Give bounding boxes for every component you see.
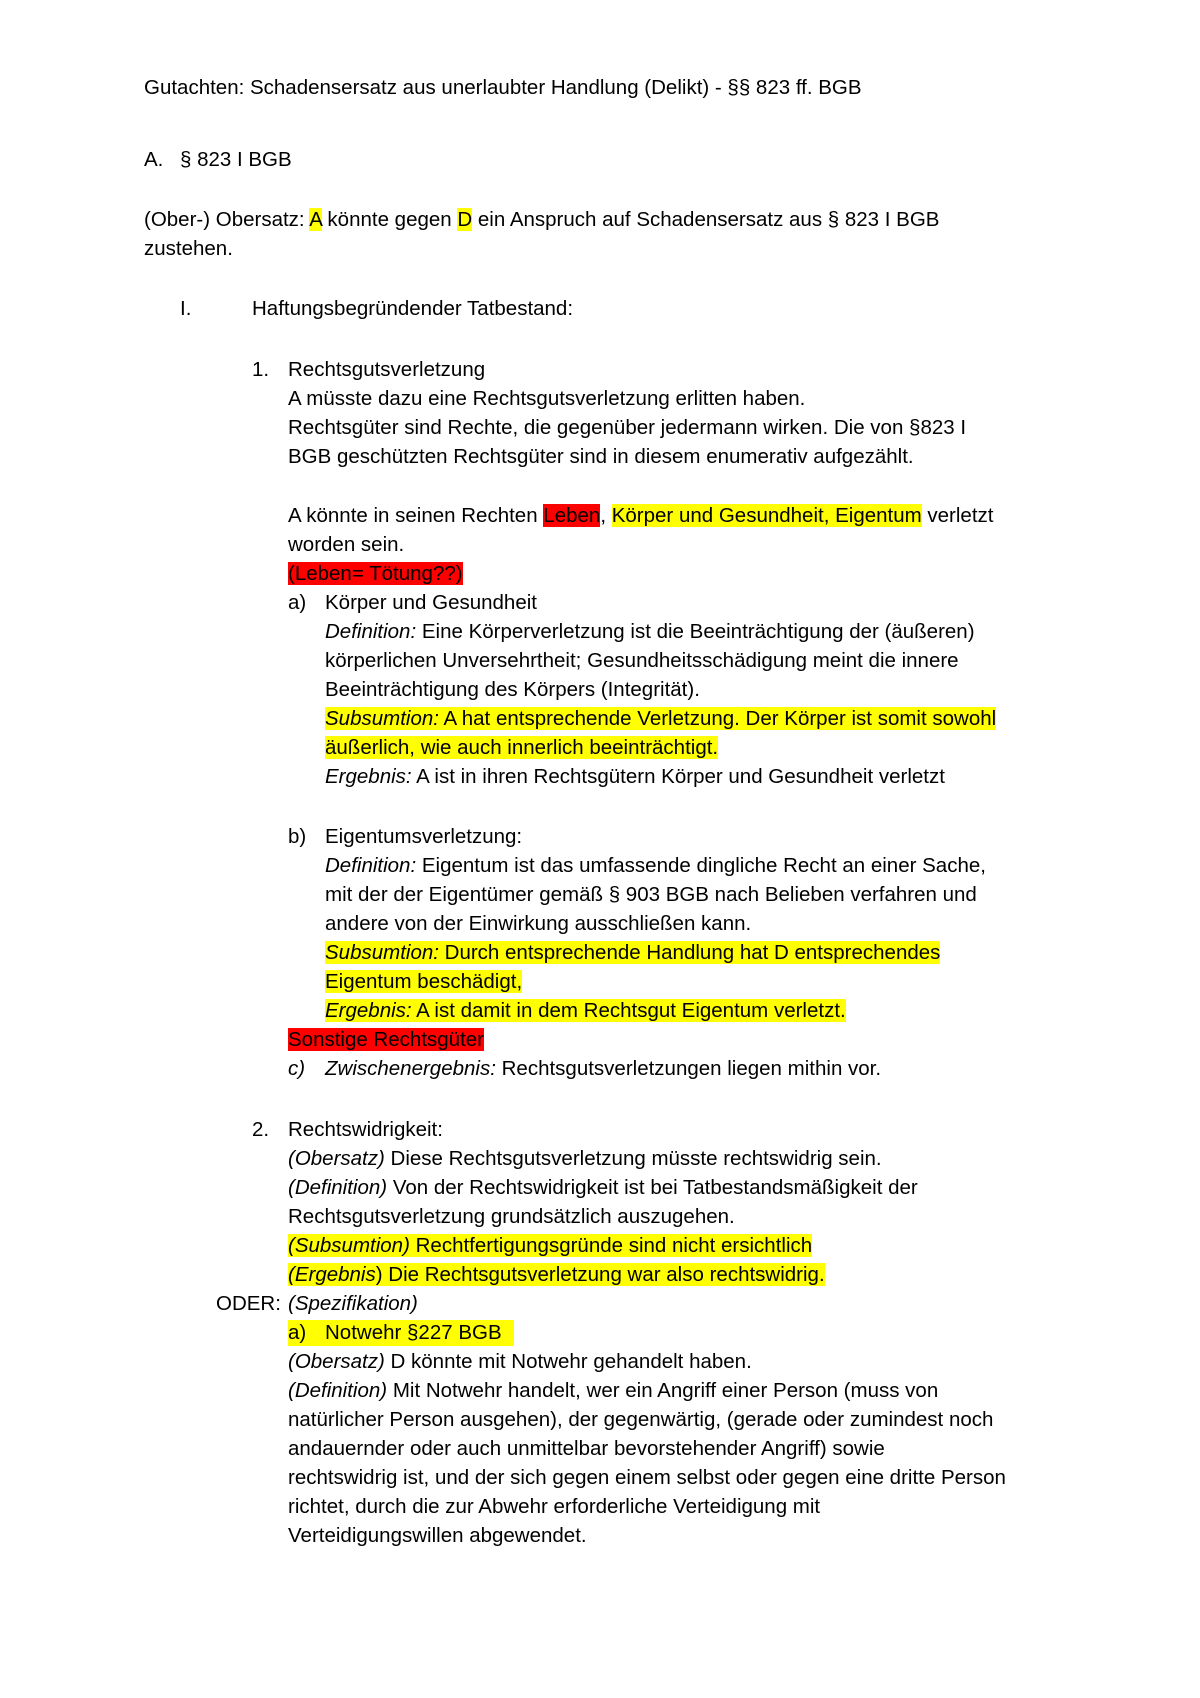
section-a-heading: § 823 I BGB bbox=[180, 148, 292, 171]
notwehr-heading-line bbox=[288, 1320, 514, 1346]
item-1-line4-post: verletzt bbox=[921, 504, 994, 527]
spezifikation-label: (Spezifikation) bbox=[288, 1292, 418, 1315]
sonstige-rechtsgueter: Sonstige Rechtsgüter bbox=[288, 1028, 485, 1051]
definition-label: (Definition) bbox=[288, 1176, 388, 1199]
item-2-subsumtion: (Subsumtion) Rechtfertigungsgründe sind nicht ersichtlich bbox=[288, 1234, 813, 1257]
notwehr-definition-6: Verteidigungswillen abgewendet. bbox=[288, 1524, 587, 1547]
item-1c-zwischenergebnis: Zwischenergebnis: Rechtsgutsverletzungen liegen mithin vor. bbox=[325, 1057, 882, 1080]
item-1b-definition-3: andere von der Einwirkung ausschließen kann. bbox=[325, 912, 752, 935]
item-1a-definition-2: körperlichen Unversehrtheit; Gesundheitsschädigung meint die innere bbox=[325, 649, 959, 672]
subsumtion-label: Subsumtion: bbox=[325, 941, 439, 964]
item-1-line1: A müsste dazu eine Rechtsgutsverletzung erlitten haben. bbox=[288, 387, 806, 410]
item-1-line4-pre: A könnte in seinen Rechten bbox=[288, 504, 544, 527]
item-1-line4 bbox=[288, 503, 993, 529]
subsumtion-label: (Subsumtion) bbox=[288, 1234, 410, 1257]
item-1a-marker: a) bbox=[288, 591, 307, 614]
ergebnis-label: Ergebnis: bbox=[325, 765, 412, 788]
item-2-heading: Rechtswidrigkeit: bbox=[288, 1118, 443, 1141]
definition-label: Definition: bbox=[325, 854, 417, 877]
notwehr-definition-2: natürlicher Person ausgehen), der gegenwärtig, (gerade oder zumindest noch bbox=[288, 1408, 994, 1431]
subsumtion-label: Subsumtion: bbox=[325, 707, 439, 730]
item-1b-definition: Definition: Eigentum ist das umfassende dingliche Recht an einer Sache, bbox=[325, 854, 986, 877]
item-1b-subsumtion: Subsumtion: Durch entsprechende Handlung hat D entsprechendes bbox=[325, 941, 941, 964]
obersatz-prefix: (Ober-) Obersatz: bbox=[144, 208, 310, 231]
obersatz-line2: zustehen. bbox=[144, 237, 233, 260]
roman-1-heading: Haftungsbegründender Tatbestand: bbox=[252, 297, 574, 320]
item-1b-subsumtion-2: Eigentum beschädigt, bbox=[325, 970, 523, 993]
item-2-obersatz: (Obersatz) Diese Rechtsgutsverletzung müsste rechtswidrig sein. bbox=[288, 1147, 882, 1170]
item-1a-definition: Definition: Eine Körperverletzung ist die Beeinträchtigung der (äußeren) bbox=[325, 620, 975, 643]
item-1-line2: Rechtsgüter sind Rechte, die gegenüber jedermann wirken. Die von §823 I bbox=[288, 416, 967, 439]
definition-label: Definition: bbox=[325, 620, 417, 643]
leben-highlight: Leben bbox=[543, 504, 601, 527]
koerper-eigentum-highlight: Körper und Gesundheit, Eigentum bbox=[611, 504, 922, 527]
item-2-definition: (Definition) Von der Rechtswidrigkeit ist bei Tatbestandsmäßigkeit der bbox=[288, 1176, 918, 1199]
notwehr-definition-3: andauernder oder auch unmittelbar bevorstehender Angriff) sowie bbox=[288, 1437, 885, 1460]
document-title: Gutachten: Schadensersatz aus unerlaubter Handlung (Delikt) - §§ 823 ff. BGB bbox=[144, 76, 862, 99]
obersatz-party-d: D bbox=[457, 208, 473, 231]
section-a-marker: A. bbox=[144, 148, 164, 171]
zwischenergebnis-label: Zwischenergebnis: bbox=[325, 1057, 496, 1080]
item-1b-marker: b) bbox=[288, 825, 307, 848]
item-1b-heading: Eigentumsverletzung: bbox=[325, 825, 523, 848]
item-1-line4-comma: , bbox=[600, 504, 612, 527]
notwehr-obersatz: (Obersatz) D könnte mit Notwehr gehandelt haben. bbox=[288, 1350, 752, 1373]
obersatz-rest: ein Anspruch auf Schadensersatz aus § 823 I BGB bbox=[472, 208, 940, 231]
obersatz-label: (Obersatz) bbox=[288, 1350, 385, 1373]
obersatz-party-a: A bbox=[309, 208, 322, 231]
leben-note: (Leben= Tötung??) bbox=[288, 562, 463, 585]
item-1-line3: BGB geschützten Rechtsgüter sind in diesem enumerativ aufgezählt. bbox=[288, 445, 914, 468]
obersatz-mid: könnte gegen bbox=[321, 208, 458, 231]
notwehr-heading: Notwehr §227 BGB bbox=[325, 1321, 502, 1344]
item-2-definition-2: Rechtsgutsverletzung grundsätzlich auszugehen. bbox=[288, 1205, 735, 1228]
oder-label: ODER: bbox=[216, 1292, 281, 1315]
notwehr-definition-5: richtet, durch die zur Abwehr erforderliche Verteidigung mit bbox=[288, 1495, 821, 1518]
notwehr-marker: a) bbox=[288, 1321, 307, 1344]
item-1a-subsumtion: Subsumtion: A hat entsprechende Verletzung. Der Körper ist somit sowohl bbox=[325, 707, 997, 730]
notwehr-definition-4: rechtswidrig ist, und der sich gegen einem selbst oder gegen eine dritte Person bbox=[288, 1466, 1006, 1489]
ergebnis-label: Ergebnis: bbox=[325, 999, 412, 1022]
item-1b-ergebnis: Ergebnis: A ist damit in dem Rechtsgut Eigentum verletzt. bbox=[325, 999, 846, 1022]
item-1b-definition-2: mit der der Eigentümer gemäß § 903 BGB nach Belieben verfahren und bbox=[325, 883, 977, 906]
roman-1-marker: I. bbox=[180, 297, 192, 320]
ergebnis-label: (Ergebnis bbox=[288, 1263, 376, 1286]
definition-label: (Definition) bbox=[288, 1379, 388, 1402]
item-1a-definition-3: Beeinträchtigung des Körpers (Integrität). bbox=[325, 678, 700, 701]
item-1a-subsumtion-2: äußerlich, wie auch innerlich beeinträchtigt. bbox=[325, 736, 719, 759]
item-2-ergebnis: (Ergebnis) Die Rechtsgutsverletzung war also rechtswidrig. bbox=[288, 1263, 825, 1286]
item-2-marker: 2. bbox=[252, 1118, 270, 1141]
notwehr-definition: (Definition) Mit Notwehr handelt, wer ein Angriff einer Person (muss von bbox=[288, 1379, 939, 1402]
obersatz-line bbox=[144, 207, 939, 233]
obersatz-label: (Obersatz) bbox=[288, 1147, 385, 1170]
item-1-heading: Rechtsgutsverletzung bbox=[288, 358, 486, 381]
item-1-line5: worden sein. bbox=[288, 533, 405, 556]
item-1c-marker: c) bbox=[288, 1057, 306, 1080]
item-1a-heading: Körper und Gesundheit bbox=[325, 591, 537, 614]
item-1a-ergebnis: Ergebnis: A ist in ihren Rechtsgütern Körper und Gesundheit verletzt bbox=[325, 765, 945, 788]
item-1-marker: 1. bbox=[252, 358, 270, 381]
